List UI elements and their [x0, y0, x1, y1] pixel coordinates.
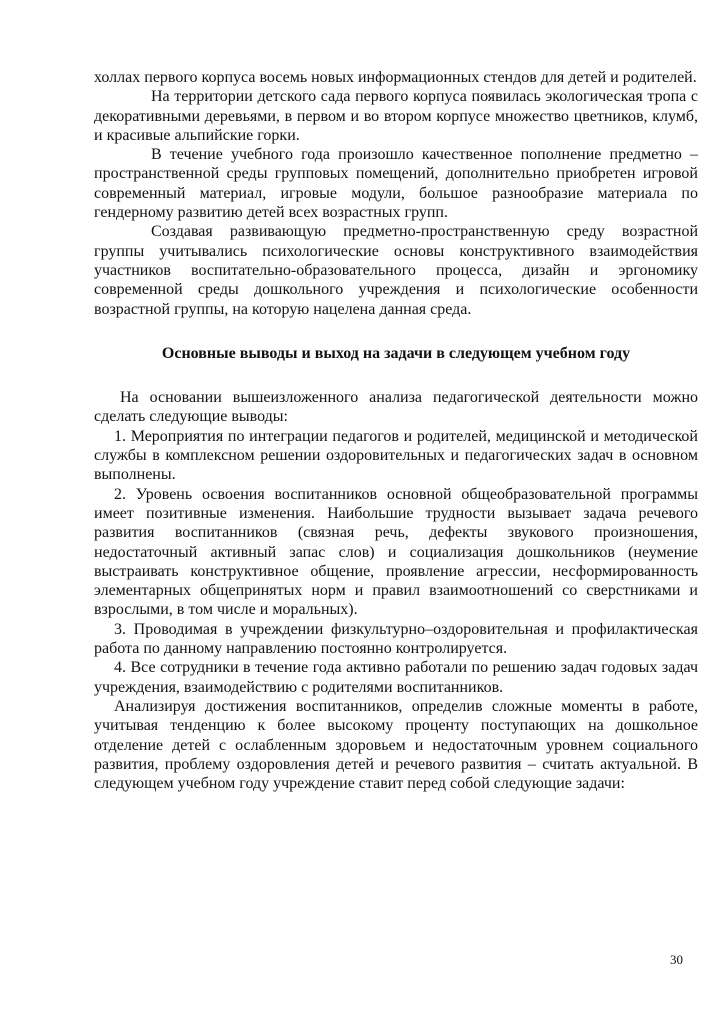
paragraph-stands: холлах первого корпуса восемь новых информационных стендов для детей и родителей. [94, 69, 697, 86]
list-item: 3. Проводимая в учреждении физкультурно–оздоровительная и профилактическая работа по данному направлению постоянно контролируется. [94, 620, 698, 658]
paragraph-conclusion: Анализируя достижения воспитанников, определив сложные моменты в работе, учитывая тенденцию к более высокому проценту поступающих на дошкольное отделение детей с ослабленным здоровьем и недостаточным уровнем социального развития, проблему оздоровления детей и речевого развития – считать актуальной. В следующем учебном году учреждение ставит перед собой следующие задачи: [94, 697, 698, 793]
page-number: 30 [670, 952, 683, 967]
list-item: 2. Уровень освоения воспитанников основной общеобразовательной программы имеет позитивные изменения. Наибольшие трудности вызывает задача речевого развития воспитанников (связная речь, дефекты звукового произношения, недостаточный активный запас слов) и социализация дошкольников (неумение выстраивать конструктивное общение, проявление агрессии, несформированность элементарных общепринятых норм и правил взаимоотношений со сверстниками и взрослыми, в том числе и моральных). [94, 485, 698, 619]
document-page [94, 68, 698, 793]
paragraph-environment-update: В течение учебного года произошло качественное пополнение предметно – пространственной среды групповых помещений, дополнительно приобретен игровой современный материал, игровые модули, большое разнообразие материала по гендерному развитию детей всех возрастных групп. [94, 146, 698, 222]
list-item: 1. Мероприятия по интеграции педагогов и родителей, медицинской и методической службы в комплексном решении оздоровительных и педагогических задач в основном выполнены. [94, 427, 698, 484]
paragraph-eco-trail: На территории детского сада первого корпуса появилась экологическая тропа с декоративными деревьями, в первом и во втором корпусе множество цветников, клумб, и красивые альпийские горки. [94, 88, 698, 144]
paragraph-developing-environment: Создавая развивающую предметно-пространственную среду возрастной группы учитывались психологические основы конструктивного взаимодействия участников воспитательно-образовательного процесса, дизайн и эргономику современной среды дошкольного учреждения и психологические особенности возрастной группы, на которую нацелена данная среда. [94, 223, 698, 318]
paragraph-intro: На основании вышеизложенного анализа педагогической деятельности можно сделать следующие выводы: [94, 389, 698, 426]
section-heading: Основные выводы и выход на задачи в следующем учебном году [161, 344, 631, 362]
list-item: 4. Все сотрудники в течение года активно работали по решению задач годовых задач учреждения, взаимодействию с родителями воспитанников. [94, 659, 698, 696]
